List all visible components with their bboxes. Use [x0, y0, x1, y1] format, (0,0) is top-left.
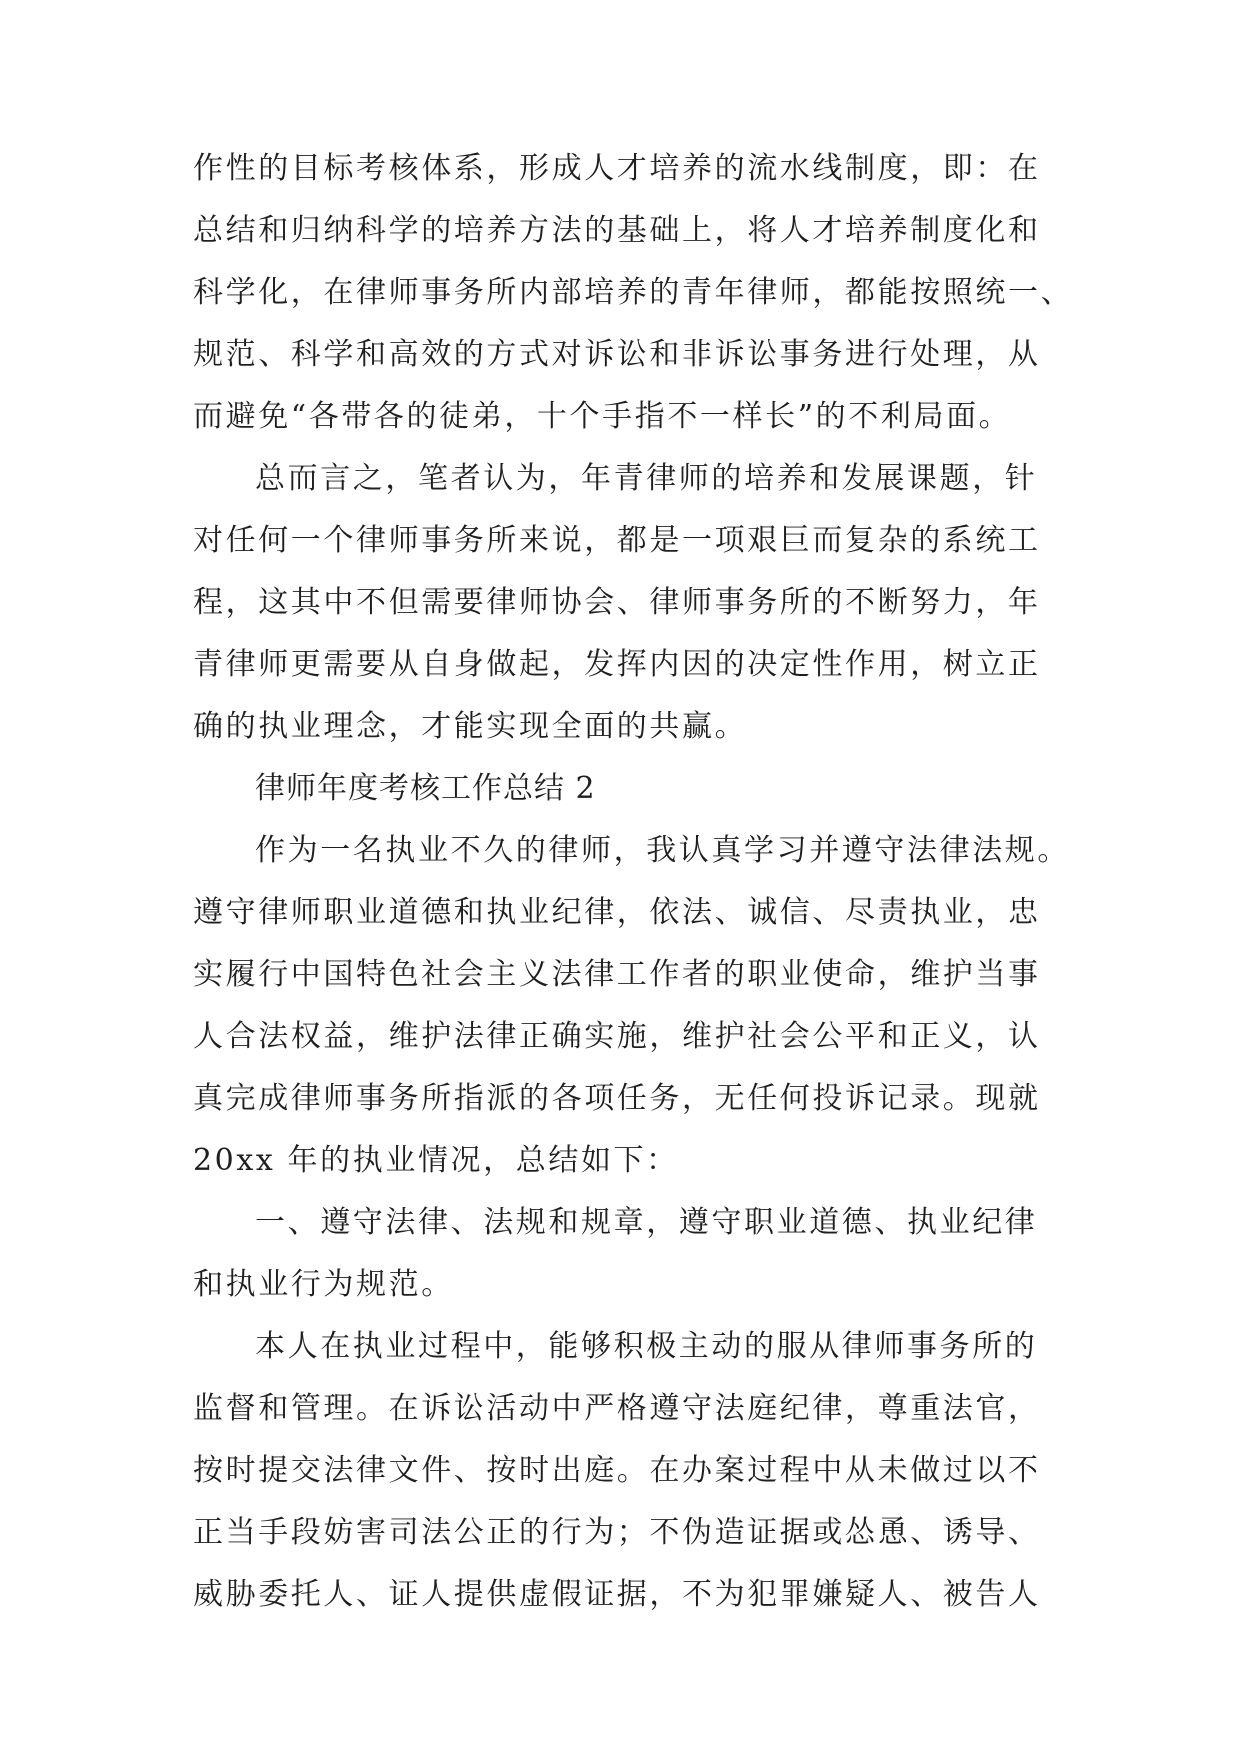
text-line: 青律师更需要从自身做起，发挥内因的决定性作用，树立正	[193, 647, 1041, 682]
text-line: 和执业行为规范。	[193, 1267, 454, 1302]
text-line: 遵守律师职业道德和执业纪律，依法、诚信、尽责执业，忠	[193, 895, 1041, 930]
text-line: 监督和管理。在诉讼活动中严格遵守法庭纪律，尊重法官，	[193, 1391, 1041, 1426]
text-line: 人合法权益，维护法律正确实施，维护社会公平和正义，认	[193, 1019, 1041, 1054]
section-title: 律师年度考核工作总结 2	[255, 771, 596, 806]
text-line: 威胁委托人、证人提供虚假证据，不为犯罪嫌疑人、被告人	[193, 1577, 1041, 1612]
text-line: 按时提交法律文件、按时出庭。在办案过程中从未做过以不	[193, 1453, 1041, 1488]
text-line: 作性的目标考核体系，形成人才培养的流水线制度，即：在	[193, 151, 1041, 186]
text-line: 对任何一个律师事务所来说，都是一项艰巨而复杂的系统工	[193, 523, 1041, 558]
text-line: 实履行中国特色社会主义法律工作者的职业使命，维护当事	[193, 957, 1041, 992]
text-line: 规范、科学和高效的方式对诉讼和非诉讼事务进行处理，从	[193, 337, 1041, 372]
paragraph-first-line: 总而言之，笔者认为，年青律师的培养和发展课题，针	[255, 461, 1038, 496]
paragraph-first-line: 一、遵守法律、法规和规章，遵守职业道德、执业纪律	[255, 1205, 1038, 1240]
text-line: 确的执业理念，才能实现全面的共赢。	[193, 709, 748, 744]
text-line: 真完成律师事务所指派的各项任务，无任何投诉记录。现就	[193, 1081, 1041, 1116]
paragraph-first-line: 本人在执业过程中，能够积极主动的服从律师事务所的	[255, 1329, 1038, 1364]
paragraph-first-line: 作为一名执业不久的律师，我认真学习并遵守法律法规。	[255, 833, 1070, 868]
text-line: 20xx 年的执业情况，总结如下：	[193, 1143, 679, 1178]
text-line: 程，这其中不但需要律师协会、律师事务所的不断努力，年	[193, 585, 1041, 620]
text-line: 而避免“各带各的徒弟，十个手指不一样长”的不利局面。	[193, 399, 1012, 434]
text-line: 总结和归纳科学的培养方法的基础上，将人才培养制度化和	[193, 213, 1041, 248]
text-line: 科学化，在律师事务所内部培养的青年律师，都能按照统一、	[193, 275, 1074, 310]
text-line: 正当手段妨害司法公正的行为；不伪造证据或怂恿、诱导、	[193, 1515, 1041, 1550]
